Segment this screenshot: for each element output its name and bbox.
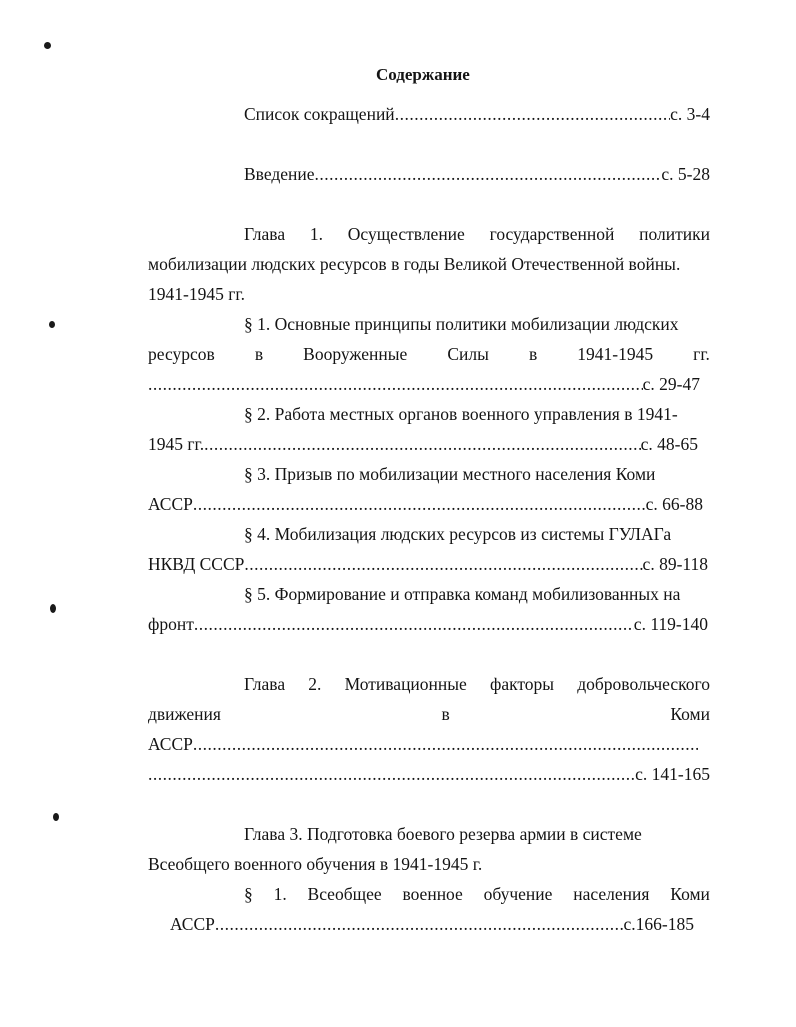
toc-pages: с. 3-4: [670, 104, 710, 124]
toc-leader-dots: [193, 494, 646, 514]
section-1-1-line-2: ресурсов в Вооруженные Силы в 1941-1945 гг.: [148, 344, 710, 364]
toc-leader-dots: [244, 554, 642, 574]
section-1-5-line-2: [148, 614, 708, 634]
toc-leader-dots: [215, 914, 624, 934]
section-1-1-line-1: § 1. Основные принципы политики мобилизации людских: [244, 314, 679, 334]
chapter-2-heading-line-2: движения в Коми: [148, 704, 710, 724]
toc-pages: с. 119-140: [633, 614, 708, 634]
toc-leader-dots: [315, 164, 662, 184]
toc-label: НКВД СССР: [148, 554, 245, 574]
toc-label: АССР: [148, 494, 193, 514]
section-3-1-line-2: [170, 914, 694, 934]
toc-entry-abbreviations: [244, 104, 710, 124]
page-title: Содержание: [376, 65, 470, 84]
section-1-4-line-1: § 4. Мобилизация людских ресурсов из системы ГУЛАГа: [244, 524, 672, 544]
section-1-2-line-1: § 2. Работа местных органов военного управления в 1941-: [244, 404, 678, 424]
toc-pages: с. 141-165: [635, 764, 710, 784]
toc-leader-dots: [148, 374, 643, 394]
toc-label: АССР: [148, 734, 193, 754]
chapter-2-heading-line-1: Глава 2. Мотивационные факторы добровольческого: [244, 674, 710, 694]
section-1-4-line-2: [148, 554, 708, 574]
section-1-3-line-2: [148, 494, 703, 514]
toc-pages: с.166-185: [623, 914, 694, 934]
chapter-3-heading-line-2: Всеобщего военного обучения в 1941-1945 г.: [148, 854, 483, 874]
toc-leader-dots: [193, 734, 698, 754]
toc-label: Введение: [244, 164, 315, 184]
toc-pages: с. 48-65: [640, 434, 698, 454]
toc-leader-dots: [148, 764, 635, 784]
binding-hole-mark: [49, 321, 55, 328]
toc-label: фронт: [148, 614, 194, 634]
chapter-1-heading-line-3: 1941-1945 гг.: [148, 284, 245, 304]
toc-entry-introduction: [244, 164, 710, 184]
binding-hole-mark: [50, 604, 56, 613]
section-1-2-line-2: [148, 434, 698, 454]
toc-pages: с. 89-118: [642, 554, 708, 574]
binding-hole-mark: [44, 42, 51, 49]
toc-label: Список сокращений: [244, 104, 395, 124]
toc-leader-dots: [204, 434, 641, 454]
toc-pages: с. 66-88: [645, 494, 703, 514]
chapter-1-heading-line-2: мобилизации людских ресурсов в годы Великой Отечественной войны.: [148, 254, 681, 274]
section-1-1-pages-line: [148, 374, 700, 394]
chapter-2-heading-line-3: [148, 734, 698, 754]
toc-pages: с. 29-47: [642, 374, 700, 394]
section-1-3-line-1: § 3. Призыв по мобилизации местного населения Коми: [244, 464, 656, 484]
toc-pages: с. 5-28: [661, 164, 710, 184]
toc-leader-dots: [194, 614, 634, 634]
chapter-2-pages-line: [148, 764, 710, 784]
section-1-5-line-1: § 5. Формирование и отправка команд мобилизованных на: [244, 584, 681, 604]
section-3-1-line-1: § 1. Всеобщее военное обучение населения Коми: [244, 884, 710, 904]
toc-leader-dots: [395, 104, 670, 124]
binding-hole-mark: [53, 813, 59, 821]
chapter-3-heading-line-1: Глава 3. Подготовка боевого резерва армии в системе: [244, 824, 642, 844]
toc-label: 1945 гг.: [148, 434, 205, 454]
chapter-1-heading-line-1: Глава 1. Осуществление государственной политики: [244, 224, 710, 244]
toc-label: АССР: [170, 914, 215, 934]
